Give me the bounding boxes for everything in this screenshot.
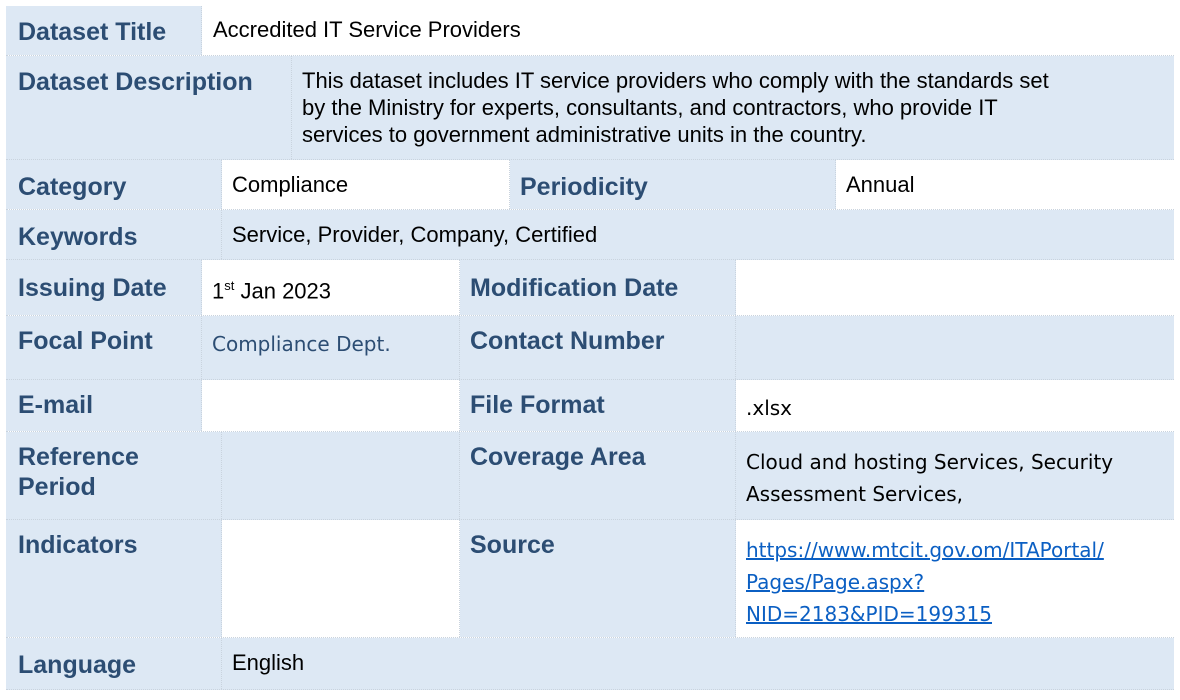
row-dataset-title — [6, 6, 1174, 56]
dataset-title-label: Dataset Title — [18, 18, 167, 46]
reference-period-label-line-2: Period — [18, 473, 96, 501]
coverage-area-line-1: Cloud and hosting Services, Security — [746, 450, 1114, 474]
language-label: Language — [18, 651, 137, 679]
keywords-value: Service, Provider, Company, Certified — [232, 222, 598, 247]
row-reference-period — [6, 432, 1174, 520]
dataset-description-line-3: services to government administrative units in the country. — [302, 122, 867, 147]
cell-label — [6, 520, 222, 637]
source-label: Source — [470, 531, 555, 559]
row-language — [6, 638, 1174, 690]
coverage-area-line-2: Assessment Services, — [746, 482, 964, 506]
cell-value — [222, 432, 460, 519]
source-link-line-1[interactable]: https://www.mtcit.gov.om/ITAPortal/ — [746, 538, 1104, 562]
row-dataset-description — [6, 56, 1174, 160]
issuing-date-value: 1st Jan 2023 — [212, 278, 332, 304]
cell-label — [6, 316, 202, 379]
row-category — [6, 160, 1174, 210]
ordinal-suffix: st — [224, 278, 235, 293]
row-focal-point — [6, 316, 1174, 380]
focal-point-value: Compliance Dept. — [212, 332, 391, 356]
periodicity-value: Annual — [846, 172, 915, 197]
source-link-line-2[interactable]: Pages/Page.aspx? — [746, 570, 925, 594]
row-issuing-date — [6, 260, 1174, 316]
metadata-table — [6, 6, 1174, 690]
file-format-label: File Format — [470, 391, 605, 419]
dataset-description-line-2: by the Ministry for experts, consultants, and contractors, who provide IT — [302, 95, 998, 120]
cell-label — [510, 160, 836, 209]
cell-label — [6, 56, 292, 159]
category-label: Category — [18, 173, 127, 201]
indicators-label: Indicators — [18, 531, 138, 559]
dataset-description-line-1: This dataset includes IT service providers who comply with the standards set — [302, 68, 1049, 93]
cell-value — [222, 160, 510, 209]
cell-label — [6, 210, 222, 259]
cell-label — [460, 520, 736, 637]
cell-label — [460, 432, 736, 519]
row-email — [6, 380, 1174, 432]
coverage-area-label: Coverage Area — [470, 443, 646, 471]
cell-value — [202, 316, 460, 379]
reference-period-label-line-1: Reference — [18, 443, 139, 471]
cell-label — [6, 6, 202, 55]
dataset-description-label: Dataset Description — [18, 68, 253, 96]
email-label: E-mail — [18, 391, 94, 419]
cell-value — [202, 260, 460, 315]
cell-label — [6, 638, 222, 689]
row-indicators — [6, 520, 1174, 638]
cell-label — [6, 380, 202, 431]
modification-date-label: Modification Date — [470, 274, 679, 302]
keywords-label: Keywords — [18, 223, 138, 251]
cell-value — [202, 380, 460, 431]
cell-value — [222, 520, 460, 637]
periodicity-label: Periodicity — [520, 173, 648, 201]
row-keywords — [6, 210, 1174, 260]
language-value: English — [232, 650, 305, 675]
issuing-date-label: Issuing Date — [18, 274, 167, 302]
contact-number-label: Contact Number — [470, 327, 665, 355]
cell-label — [460, 380, 736, 431]
cell-label — [6, 160, 222, 209]
focal-point-label: Focal Point — [18, 327, 153, 355]
cell-label — [460, 260, 736, 315]
cell-label — [6, 432, 222, 519]
cell-label — [6, 260, 202, 315]
dataset-title-value: Accredited IT Service Providers — [213, 17, 521, 42]
file-format-value: .xlsx — [746, 396, 793, 420]
category-value: Compliance — [232, 172, 349, 197]
source-link-line-3[interactable]: NID=2183&PID=199315 — [746, 602, 992, 626]
cell-label — [460, 316, 736, 379]
